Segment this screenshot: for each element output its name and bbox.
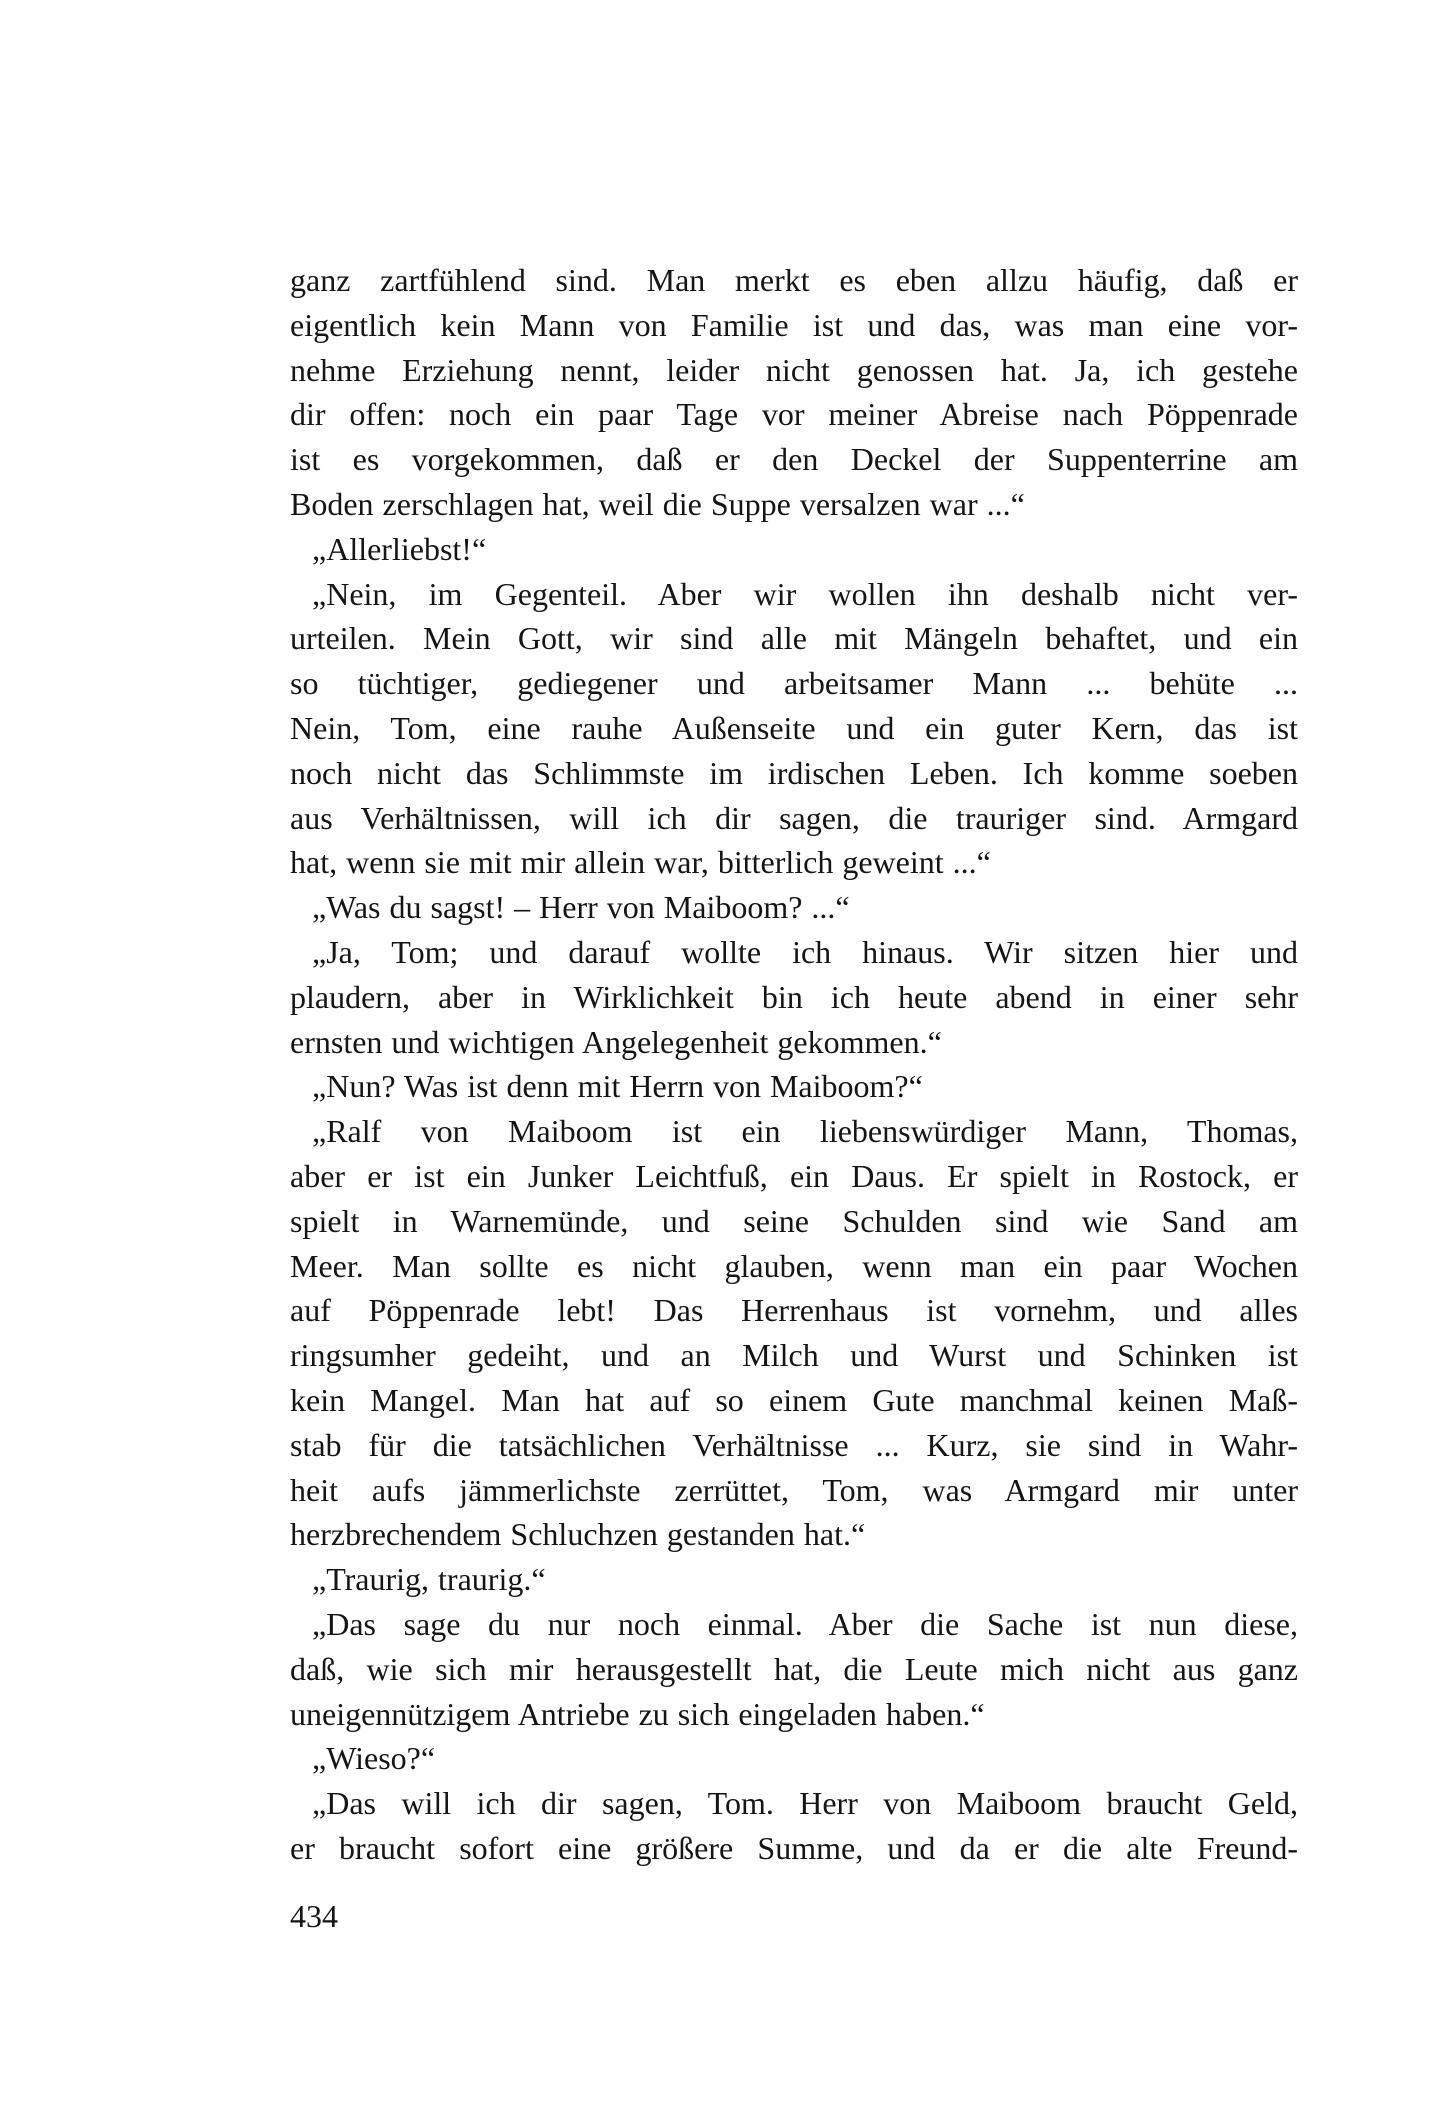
body-text <box>290 258 1298 1871</box>
text-line: ringsumher gedeiht, und an Milch und Wurst und Schinken ist <box>290 1337 1298 1374</box>
text-line: eigentlich kein Mann von Familie ist und das, was man eine vor- <box>290 306 1298 343</box>
text-line: nehme Erziehung nennt, leider nicht genossen hat. Ja, ich gestehe <box>290 351 1298 388</box>
text-line: Boden zerschlagen hat, weil die Suppe versalzen war ...“ <box>290 485 1025 522</box>
text-line: herzbrechendem Schluchzen gestanden hat.“ <box>290 1516 866 1553</box>
text-line: urteilen. Mein Gott, wir sind alle mit Mängeln behaftet, und ein <box>290 620 1298 657</box>
text-line: Nein, Tom, eine rauhe Außenseite und ein guter Kern, das ist <box>290 709 1298 746</box>
text-line: „Nun? Was ist denn mit Herrn von Maiboom?“ <box>312 1068 923 1105</box>
text-line: ernsten und wichtigen Angelegenheit gekommen.“ <box>290 1023 942 1060</box>
text-line: aus Verhältnissen, will ich dir sagen, die trauriger sind. Armgard <box>290 799 1298 836</box>
text-line: auf Pöppenrade lebt! Das Herrenhaus ist vornehm, und alles <box>290 1292 1298 1329</box>
text-line: Meer. Man sollte es nicht glauben, wenn man ein paar Wochen <box>290 1247 1298 1284</box>
text-line: „Nein, im Gegenteil. Aber wir wollen ihn deshalb nicht ver- <box>312 575 1298 612</box>
text-line: „Was du sagst! – Herr von Maiboom? ...“ <box>312 889 850 926</box>
text-line: uneigennützigem Antriebe zu sich eingeladen haben.“ <box>290 1695 985 1732</box>
text-line: aber er ist ein Junker Leichtfuß, ein Daus. Er spielt in Rostock, er <box>290 1157 1298 1194</box>
text-line: spielt in Warnemünde, und seine Schulden sind wie Sand am <box>290 1202 1298 1239</box>
text-line: dir offen: noch ein paar Tage vor meiner Abreise nach Pöppenrade <box>290 396 1298 433</box>
text-line: plaudern, aber in Wirklichkeit bin ich heute abend in einer sehr <box>290 978 1298 1015</box>
text-line: „Das sage du nur noch einmal. Aber die Sache ist nun diese, <box>312 1605 1298 1642</box>
text-line: „Wieso?“ <box>312 1740 436 1777</box>
text-line: er braucht sofort eine größere Summe, und da er die alte Freund- <box>290 1829 1298 1866</box>
text-line: heit aufs jämmerlichste zerrüttet, Tom, was Armgard mir unter <box>290 1471 1298 1508</box>
text-line: „Das will ich dir sagen, Tom. Herr von Maiboom braucht Geld, <box>312 1785 1298 1822</box>
text-line: ist es vorgekommen, daß er den Deckel der Suppenterrine am <box>290 441 1298 478</box>
text-line: kein Mangel. Man hat auf so einem Gute manchmal keinen Maß- <box>290 1381 1298 1418</box>
text-line: „Ja, Tom; und darauf wollte ich hinaus. Wir sitzen hier und <box>312 933 1298 970</box>
text-line: stab für die tatsächlichen Verhältnisse ... Kurz, sie sind in Wahr- <box>290 1426 1298 1463</box>
page-number: 434 <box>290 1898 338 1934</box>
text-line: „Allerliebst!“ <box>312 530 487 567</box>
text-line: noch nicht das Schlimmste im irdischen Leben. Ich komme soeben <box>290 754 1298 791</box>
text-line: daß, wie sich mir herausgestellt hat, die Leute mich nicht aus ganz <box>290 1650 1298 1687</box>
text-line: „Ralf von Maiboom ist ein liebenswürdiger Mann, Thomas, <box>312 1113 1298 1150</box>
text-line: hat, wenn sie mit mir allein war, bitterlich geweint ...“ <box>290 844 991 881</box>
text-line: „Traurig, traurig.“ <box>312 1561 546 1598</box>
text-line: so tüchtiger, gediegener und arbeitsamer Mann ... behüte ... <box>290 665 1298 702</box>
text-line: ganz zartfühlend sind. Man merkt es eben allzu häufig, daß er <box>290 262 1298 298</box>
